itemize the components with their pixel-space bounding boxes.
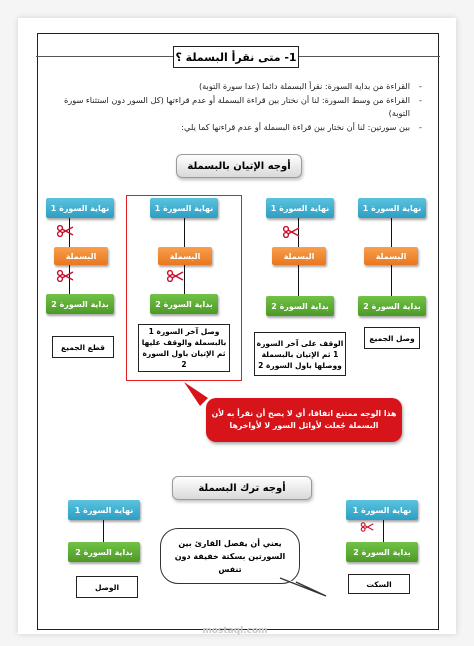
box-surah-end: نهاية السورة 1 xyxy=(68,500,140,520)
scissors-icon xyxy=(166,270,184,282)
box-basmala: البسملة xyxy=(364,247,418,265)
box-surah-end: نهاية السورة 1 xyxy=(46,198,114,218)
box-surah-end: نهاية السورة 1 xyxy=(266,198,334,218)
bullet-item: - بين سورتين: لنا أن نختار بين قراءة البسملة أو عدم قراءتها كما يلي: xyxy=(50,121,422,134)
box-surah-start: بداية السورة 2 xyxy=(346,542,418,562)
case-label-sakt: السكت xyxy=(348,574,410,594)
impossible-note: هذا الوجه ممتنع اتفاقا، أي لا يصح أن نقرأ به لأن البسملة جُعلت لأوائل السور لا لأواخرها xyxy=(206,398,402,442)
scissors-icon xyxy=(360,522,374,532)
section1-header: أوجه الإتيان بالبسملة xyxy=(176,154,302,178)
scissors-icon xyxy=(282,226,300,238)
box-surah-start: بداية السورة 2 xyxy=(46,294,114,314)
box-surah-start: بداية السورة 2 xyxy=(266,296,334,316)
case-label: وصل الجميع xyxy=(364,327,420,349)
case-label: الوقف على آخر السورة 1 ثم الإتيان بالبسملة ووصلها باول السورة 2 xyxy=(254,332,346,376)
scissors-icon xyxy=(56,270,74,282)
box-basmala: البسملة xyxy=(272,247,326,265)
box-basmala: البسملة xyxy=(158,247,212,265)
box-surah-start: بداية السورة 2 xyxy=(358,296,426,316)
box-surah-end: نهاية السورة 1 xyxy=(150,198,218,218)
case-label: قطع الجميع xyxy=(52,336,114,358)
page-title: 1- متى نقرأ البسملة ؟ xyxy=(173,46,299,68)
sakt-explanation-bubble: يعني أن يفصل القارئ بين السورتين بسكتة خفيفة دون تنفس xyxy=(160,528,300,584)
box-surah-end: نهاية السورة 1 xyxy=(346,500,418,520)
box-surah-start: بداية السورة 2 xyxy=(68,542,140,562)
scissors-icon xyxy=(56,225,74,237)
bullet-list xyxy=(50,80,422,135)
case-label-wasl: الوصل xyxy=(76,576,138,598)
watermark: mostaql.com xyxy=(202,626,268,636)
case-label: وصل آخر السورة 1 بالبسملة والوقف عليها ثم الإتيان باول السورة 2 xyxy=(138,324,230,372)
bubble-tail xyxy=(278,576,328,600)
section2-header: أوجه ترك البسملة xyxy=(172,476,312,500)
box-basmala: البسملة xyxy=(54,247,108,265)
bullet-item: - القراءة من وسط السورة: لنا أن نختار بين قراءة البسملة أو عدم قراءتها (كل السور دون استثناء سورة التوبة) xyxy=(50,94,422,120)
connector-line xyxy=(103,518,104,544)
connector-line xyxy=(383,518,384,544)
box-surah-start: بداية السورة 2 xyxy=(150,294,218,314)
box-surah-end: نهاية السورة 1 xyxy=(358,198,426,218)
bullet-item: - القراءة من بداية السورة: نقرأ البسملة دائما (عدا سورة التوبة) xyxy=(50,80,422,93)
